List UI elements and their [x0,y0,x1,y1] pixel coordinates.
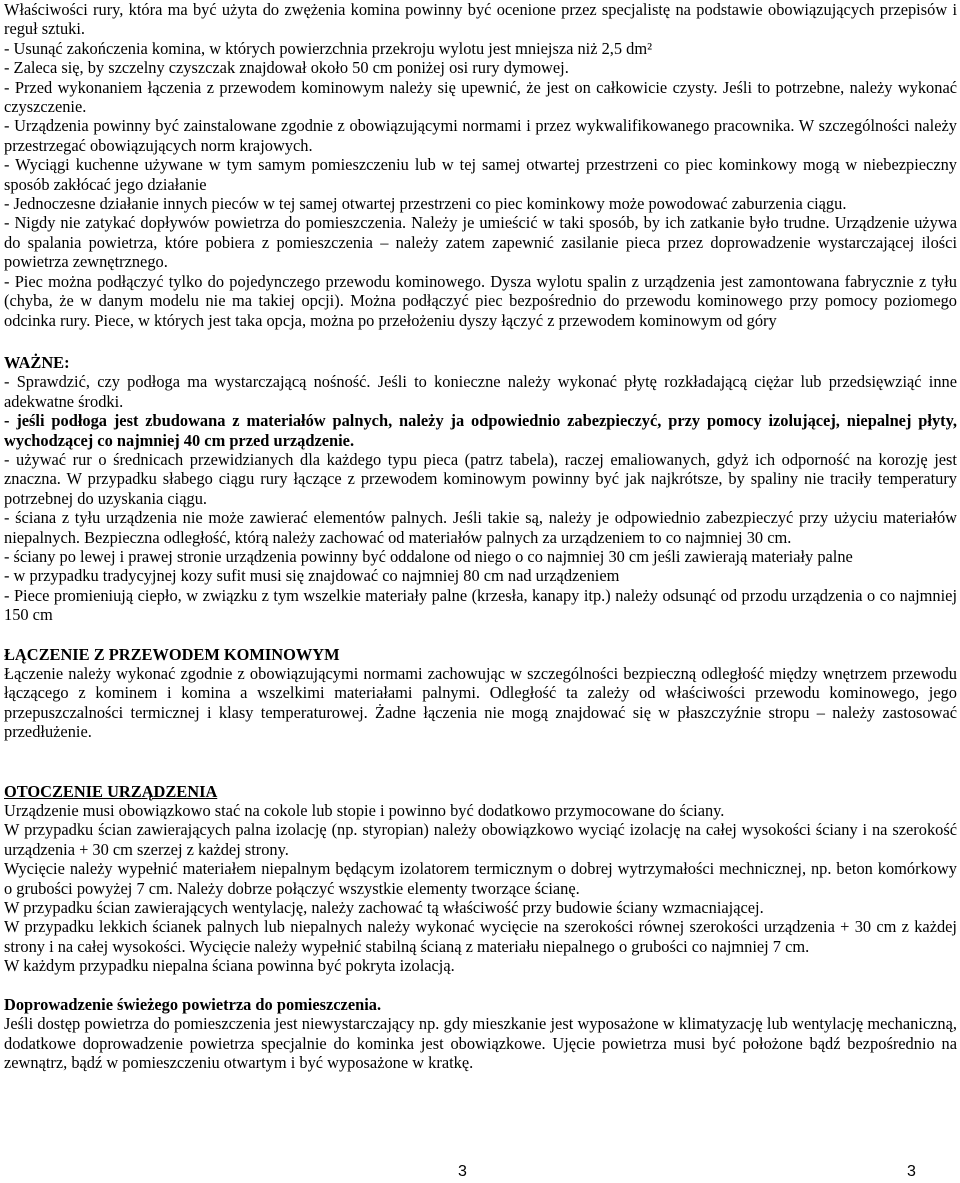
laczenie-heading: ŁĄCZENIE Z PRZEWODEM KOMINOWYM [4,644,340,664]
intro-paragraph-4: - Przed wykonaniem łączenia z przewodem kominowym należy się upewnić, że jest on całkowicie czysty. Jeśli to potrzebne, należy wykonać czyszczenie. [4,77,957,117]
doprowadzenie-heading: Doprowadzenie świeżego powietrza do pomieszczenia. [4,994,382,1014]
intro-paragraph-6: - Wyciągi kuchenne używane w tym samym pomieszczeniu lub w tej samej otwartej przestrzeni co piec kominkowy mogą w niebezpieczny sposób zakłócać jego działanie [4,155,957,194]
wazne-item-6: - w przypadku tradycyjnej kozy sufit musi się znajdować co najmniej 80 cm nad urządzeniem [4,566,620,586]
intro-section [4,0,957,330]
intro-paragraph-8: - Nigdy nie zatykać dopływów powietrza do pomieszczenia. Należy je umieścić w taki sposób, by ich zatkanie było trudne. Urządzenie używa do spalania powietrza, które pobiera z pomieszczenia – należy zatem zapewnić zasilanie pieca przez doprowadzenie wystarczającej ilości powietrza zewnętrznego. [4,213,957,272]
spacer [4,976,957,995]
laczenie-section [4,645,957,742]
wazne-heading: WAŻNE: [4,352,70,372]
otoczenie-section [4,782,957,976]
spacer [4,625,957,645]
intro-paragraph-3: - Zaleca się, by szczelny czyszczak znajdował około 50 cm poniżej osi rury dymowej. [4,58,569,78]
spacer [4,330,957,353]
laczenie-text: Łączenie należy wykonać zgodnie z obowiązującymi normami zachowując w szczególności bezpieczną odległość między wnętrzem przewodu łączącego z kominem i komina a wszelkimi materiałami palnymi. Odległość ta zależy od właściwości przewodu kominowego, jego przepuszczalności termicznej i klasy temperaturowej. Żadne łączenia nie mogą znajdować się w płaszczyźnie stropu – należy zastosować przedłużenie. [4,664,957,742]
wazne-section [4,353,957,625]
doprowadzenie-text: Jeśli dostęp powietrza do pomieszczenia jest niewystarczający np. gdy mieszkanie jest wyposażone w klimatyzację lub wentylację mechaniczną, dodatkowe doprowadzenie powietrza specjalnie do kominka jest obowiązkowe. Ujęcie powietrza musi być położone bądź bezpośrednio na zewnątrz, bądź w pomieszczeniu otwartym i być wyposażone w kratkę. [4,1014,957,1072]
wazne-item-2: - jeśli podłoga jest zbudowana z materiałów palnych, należy ja odpowiednio zabezpieczyć, przy pomocy izolującej, niepalnej płyty, wychodzącej co najmniej 40 cm przed urządzenie. [4,411,957,450]
doprowadzenie-section [4,995,957,1073]
wazne-item-3: - używać rur o średnicach przewidzianych dla każdego typu pieca (patrz tabela), raczej emaliowanych, gdyż ich odporność na korozję jest znaczna. W przypadku słabego ciągu rury łączące z przewodem kominowym powinny być jak najkrótsze, by spaliny nie traciły temperatury potrzebnej do uzyskania ciągu. [4,449,957,508]
otoczenie-paragraph-6: W każdym przypadku niepalna ściana powinna być pokryta izolacją. [4,956,455,976]
page-number-left: 3 [458,1163,467,1180]
wazne-item-1: - Sprawdzić, czy podłoga ma wystarczającą nośność. Jeśli to konieczne należy wykonać płytę rozkładającą ciężar lub przedsięwziąć inne adekwatne środki. [4,372,957,411]
otoczenie-paragraph-3: Wycięcie należy wypełnić materiałem niepalnym będącym izolatorem termicznym o dobrej wytrzymałości mechnicznej, np. beton komórkowy o grubości powyżej 7 cm. Należy dobrze połączyć wszystkie elementy tworzące ścianę. [4,859,957,898]
page-content [4,0,957,1072]
otoczenie-paragraph-5: W przypadku lekkich ścianek palnych lub niepalnych należy wykonać wycięcie na szerokości równej szerokości urządzenia + 30 cm z każdej strony i na całej wysokości. Wycięcie należy wypełnić stabilną ścianą z materiału niepalnego o grubości co najmniej 7 cm. [4,917,957,956]
wazne-item-7: - Piece promieniują ciepło, w związku z tym wszelkie materiały palne (krzesła, kanapy itp.) należy odsunąć od przodu urządzenia o co najmniej 150 cm [4,585,957,625]
otoczenie-paragraph-4: W przypadku ścian zawierających wentylację, należy zachować tą właściwość przy budowie ściany wzmacniającej. [4,898,764,918]
intro-paragraph-2: - Usunąć zakończenia komina, w których powierzchnia przekroju wylotu jest mniejsza niż 2,5 dm² [4,38,653,58]
wazne-item-4: - ściana z tyłu urządzenia nie może zawierać elementów palnych. Jeśli takie są, należy je odpowiednio zabezpieczyć przy użyciu materiałów niepalnych. Bezpieczna odległość, którą należy zachować od materiałów palnych za urządzeniem to co najmniej 30 cm. [4,508,957,547]
spacer [4,742,957,782]
wazne-item-5: - ściany po lewej i prawej stronie urządzenia powinny być oddalone od niego o co najmniej 30 cm jeśli zawierają materiały palne [4,546,853,566]
intro-paragraph-7: - Jednoczesne działanie innych pieców w tej samej otwartej przestrzeni co piec kominkowy może powodować zaburzenia ciągu. [4,194,847,214]
intro-paragraph-5: - Urządzenia powinny być zainstalowane zgodnie z obowiązującymi normami i przez wykwalifikowanego pracownika. W szczególności należy przestrzegać obowiązujących norm krajowych. [4,116,957,155]
page-number-right: 3 [907,1163,916,1180]
intro-paragraph-1: Właściwości rury, która ma być użyta do zwężenia komina powinny być ocenione przez specjalistę na podstawie obowiązujących przepisów i reguł sztuki. [4,0,957,39]
otoczenie-paragraph-2: W przypadku ścian zawierających palna izolację (np. styropian) należy obowiązkowo wyciąć izolację na całej wysokości ściany i na szerokość urządzenia + 30 cm szerzej z każdej strony. [4,820,957,859]
intro-paragraph-9: - Piec można podłączyć tylko do pojedynczego przewodu kominowego. Dysza wylotu spalin z urządzenia jest zamontowana fabrycznie z tyłu (chyba, że w danym modelu nie ma takiej opcji). Można podłączyć piec bezpośrednio do przewodu kominowego przy pomocy poziomego odcinka rury. Piece, w których jest taka opcja, można po przełożeniu dyszy łączyć z przewodem kominowym od góry [4,271,957,330]
otoczenie-paragraph-1: Urządzenie musi obowiązkowo stać na cokole lub stopie i powinno być dodatkowo przymocowane do ściany. [4,801,725,821]
otoczenie-heading: OTOCZENIE URZĄDZENIA [4,781,218,801]
